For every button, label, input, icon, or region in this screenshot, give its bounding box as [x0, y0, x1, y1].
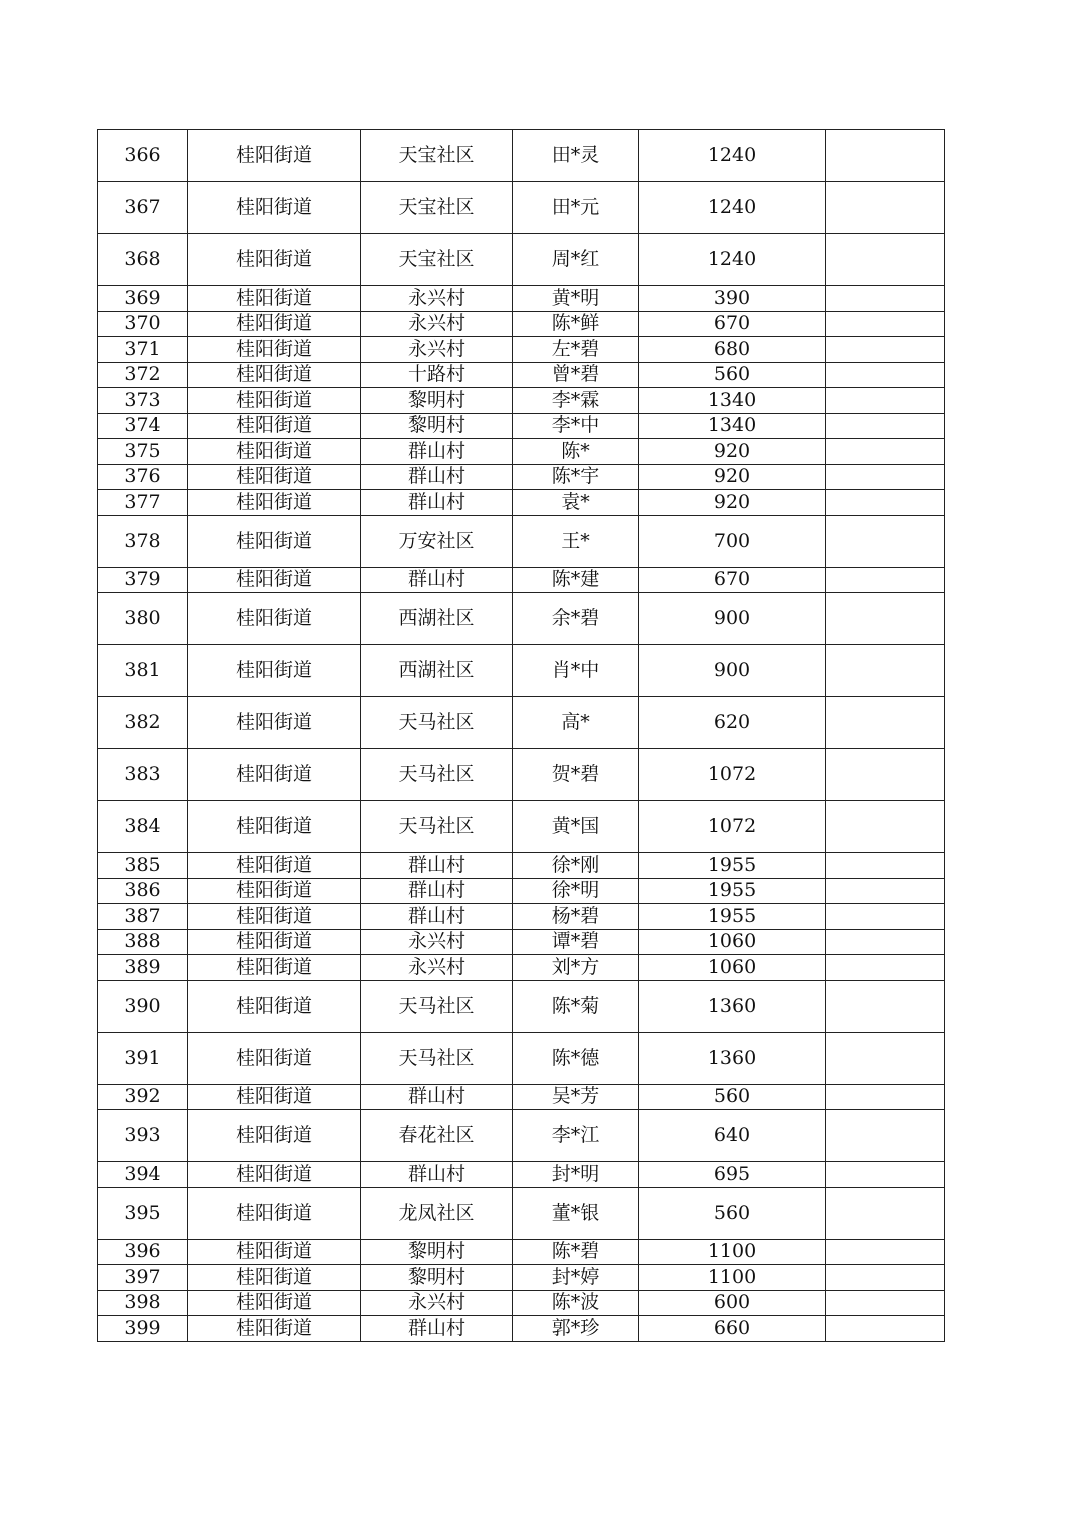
table-row: [98, 1032, 945, 1084]
cell-no: 369: [98, 286, 188, 312]
cell-amount: 1240: [639, 130, 826, 182]
cell-street: 桂阳街道: [188, 749, 361, 801]
cell-village: 群山村: [361, 878, 513, 904]
table-row: [98, 567, 945, 593]
cell-amount: 1100: [639, 1265, 826, 1291]
table-row: [98, 234, 945, 286]
cell-no: 373: [98, 388, 188, 414]
cell-note: [826, 1162, 945, 1188]
cell-note: [826, 801, 945, 853]
table-row: [98, 311, 945, 337]
cell-no: 398: [98, 1290, 188, 1316]
cell-name: 徐*刚: [513, 853, 639, 879]
cell-name: 陈*波: [513, 1290, 639, 1316]
cell-village: 群山村: [361, 464, 513, 490]
cell-street: 桂阳街道: [188, 464, 361, 490]
cell-name: 杨*碧: [513, 904, 639, 930]
cell-note: [826, 697, 945, 749]
cell-no: 386: [98, 878, 188, 904]
cell-street: 桂阳街道: [188, 413, 361, 439]
cell-no: 377: [98, 490, 188, 516]
cell-street: 桂阳街道: [188, 1110, 361, 1162]
cell-note: [826, 337, 945, 363]
cell-no: 390: [98, 980, 188, 1032]
cell-village: 群山村: [361, 1162, 513, 1188]
cell-name: 王*: [513, 515, 639, 567]
table-row: [98, 645, 945, 697]
table-row: [98, 593, 945, 645]
cell-street: 桂阳街道: [188, 362, 361, 388]
cell-note: [826, 439, 945, 465]
cell-amount: 920: [639, 464, 826, 490]
cell-note: [826, 490, 945, 516]
table-row: [98, 929, 945, 955]
cell-no: 379: [98, 567, 188, 593]
cell-village: 群山村: [361, 853, 513, 879]
cell-note: [826, 1239, 945, 1265]
table-row: [98, 801, 945, 853]
cell-street: 桂阳街道: [188, 593, 361, 645]
table-row: [98, 439, 945, 465]
table-row: [98, 697, 945, 749]
table-row: [98, 955, 945, 981]
cell-village: 春花社区: [361, 1110, 513, 1162]
cell-name: 陈*鲜: [513, 311, 639, 337]
table-row: [98, 980, 945, 1032]
cell-street: 桂阳街道: [188, 490, 361, 516]
table-body: [98, 130, 945, 1342]
cell-amount: 1060: [639, 955, 826, 981]
cell-name: 封*明: [513, 1162, 639, 1188]
cell-village: 群山村: [361, 904, 513, 930]
cell-no: 370: [98, 311, 188, 337]
cell-amount: 1955: [639, 904, 826, 930]
cell-name: 郭*珍: [513, 1316, 639, 1342]
table-row: [98, 182, 945, 234]
cell-amount: 680: [639, 337, 826, 363]
cell-name: 陈*德: [513, 1032, 639, 1084]
cell-village: 西湖社区: [361, 593, 513, 645]
table-row: [98, 286, 945, 312]
cell-note: [826, 286, 945, 312]
cell-name: 李*霖: [513, 388, 639, 414]
cell-village: 天马社区: [361, 697, 513, 749]
cell-amount: 560: [639, 1084, 826, 1110]
cell-street: 桂阳街道: [188, 234, 361, 286]
cell-note: [826, 955, 945, 981]
cell-street: 桂阳街道: [188, 853, 361, 879]
cell-name: 黄*国: [513, 801, 639, 853]
cell-amount: 390: [639, 286, 826, 312]
table-row: [98, 1084, 945, 1110]
cell-amount: 1072: [639, 749, 826, 801]
table-row: [98, 1265, 945, 1291]
cell-name: 黄*明: [513, 286, 639, 312]
cell-note: [826, 567, 945, 593]
cell-name: 陈*宇: [513, 464, 639, 490]
cell-name: 封*婷: [513, 1265, 639, 1291]
cell-village: 群山村: [361, 1084, 513, 1110]
cell-amount: 670: [639, 567, 826, 593]
cell-name: 李*江: [513, 1110, 639, 1162]
cell-street: 桂阳街道: [188, 929, 361, 955]
cell-note: [826, 1265, 945, 1291]
cell-no: 372: [98, 362, 188, 388]
cell-amount: 1360: [639, 980, 826, 1032]
cell-no: 368: [98, 234, 188, 286]
table-row: [98, 337, 945, 363]
cell-amount: 1100: [639, 1239, 826, 1265]
table-row: [98, 1290, 945, 1316]
cell-amount: 620: [639, 697, 826, 749]
cell-note: [826, 1316, 945, 1342]
cell-street: 桂阳街道: [188, 1265, 361, 1291]
cell-village: 天马社区: [361, 980, 513, 1032]
table-row: [98, 130, 945, 182]
table-row: [98, 1239, 945, 1265]
cell-village: 西湖社区: [361, 645, 513, 697]
cell-amount: 1360: [639, 1032, 826, 1084]
cell-amount: 700: [639, 515, 826, 567]
cell-amount: 1072: [639, 801, 826, 853]
cell-note: [826, 878, 945, 904]
cell-street: 桂阳街道: [188, 1084, 361, 1110]
cell-village: 天马社区: [361, 1032, 513, 1084]
cell-street: 桂阳街道: [188, 1032, 361, 1084]
cell-village: 永兴村: [361, 1290, 513, 1316]
cell-amount: 1955: [639, 853, 826, 879]
cell-street: 桂阳街道: [188, 567, 361, 593]
cell-village: 群山村: [361, 1316, 513, 1342]
cell-no: 371: [98, 337, 188, 363]
cell-note: [826, 1290, 945, 1316]
cell-no: 392: [98, 1084, 188, 1110]
cell-no: 391: [98, 1032, 188, 1084]
cell-street: 桂阳街道: [188, 515, 361, 567]
cell-street: 桂阳街道: [188, 878, 361, 904]
cell-street: 桂阳街道: [188, 130, 361, 182]
cell-no: 385: [98, 853, 188, 879]
cell-name: 陈*碧: [513, 1239, 639, 1265]
cell-name: 田*元: [513, 182, 639, 234]
table-row: [98, 388, 945, 414]
cell-street: 桂阳街道: [188, 801, 361, 853]
cell-name: 肖*中: [513, 645, 639, 697]
cell-no: 393: [98, 1110, 188, 1162]
cell-amount: 1240: [639, 182, 826, 234]
cell-name: 高*: [513, 697, 639, 749]
cell-street: 桂阳街道: [188, 311, 361, 337]
cell-village: 龙凤社区: [361, 1187, 513, 1239]
cell-note: [826, 1084, 945, 1110]
cell-name: 谭*碧: [513, 929, 639, 955]
cell-street: 桂阳街道: [188, 955, 361, 981]
table-row: [98, 413, 945, 439]
cell-name: 李*中: [513, 413, 639, 439]
cell-street: 桂阳街道: [188, 1316, 361, 1342]
cell-name: 田*灵: [513, 130, 639, 182]
cell-amount: 600: [639, 1290, 826, 1316]
cell-village: 黎明村: [361, 1265, 513, 1291]
cell-village: 黎明村: [361, 413, 513, 439]
cell-name: 曾*碧: [513, 362, 639, 388]
cell-no: 384: [98, 801, 188, 853]
cell-street: 桂阳街道: [188, 182, 361, 234]
cell-note: [826, 645, 945, 697]
table-row: [98, 362, 945, 388]
cell-amount: 920: [639, 439, 826, 465]
cell-village: 万安社区: [361, 515, 513, 567]
cell-amount: 660: [639, 1316, 826, 1342]
cell-no: 366: [98, 130, 188, 182]
cell-note: [826, 749, 945, 801]
cell-amount: 1340: [639, 388, 826, 414]
cell-street: 桂阳街道: [188, 1162, 361, 1188]
cell-street: 桂阳街道: [188, 645, 361, 697]
cell-note: [826, 388, 945, 414]
cell-name: 刘*方: [513, 955, 639, 981]
cell-no: 380: [98, 593, 188, 645]
cell-name: 周*红: [513, 234, 639, 286]
cell-village: 十路村: [361, 362, 513, 388]
cell-note: [826, 130, 945, 182]
cell-name: 徐*明: [513, 878, 639, 904]
cell-note: [826, 234, 945, 286]
cell-street: 桂阳街道: [188, 1187, 361, 1239]
cell-note: [826, 853, 945, 879]
cell-name: 余*碧: [513, 593, 639, 645]
cell-street: 桂阳街道: [188, 697, 361, 749]
cell-village: 群山村: [361, 490, 513, 516]
cell-street: 桂阳街道: [188, 439, 361, 465]
cell-no: 387: [98, 904, 188, 930]
cell-village: 永兴村: [361, 311, 513, 337]
cell-name: 陈*建: [513, 567, 639, 593]
table-row: [98, 464, 945, 490]
cell-no: 388: [98, 929, 188, 955]
cell-street: 桂阳街道: [188, 388, 361, 414]
cell-street: 桂阳街道: [188, 286, 361, 312]
table-row: [98, 1162, 945, 1188]
cell-no: 396: [98, 1239, 188, 1265]
cell-no: 389: [98, 955, 188, 981]
cell-note: [826, 1110, 945, 1162]
cell-no: 395: [98, 1187, 188, 1239]
cell-no: 367: [98, 182, 188, 234]
cell-amount: 900: [639, 645, 826, 697]
cell-village: 永兴村: [361, 286, 513, 312]
cell-name: 陈*: [513, 439, 639, 465]
cell-village: 天宝社区: [361, 234, 513, 286]
table-row: [98, 878, 945, 904]
cell-no: 378: [98, 515, 188, 567]
cell-note: [826, 1032, 945, 1084]
cell-street: 桂阳街道: [188, 337, 361, 363]
cell-no: 381: [98, 645, 188, 697]
table-row: [98, 1187, 945, 1239]
cell-village: 群山村: [361, 439, 513, 465]
cell-village: 永兴村: [361, 929, 513, 955]
cell-no: 375: [98, 439, 188, 465]
cell-amount: 1060: [639, 929, 826, 955]
cell-village: 群山村: [361, 567, 513, 593]
cell-no: 376: [98, 464, 188, 490]
cell-no: 397: [98, 1265, 188, 1291]
table-row: [98, 515, 945, 567]
cell-street: 桂阳街道: [188, 980, 361, 1032]
cell-village: 天宝社区: [361, 130, 513, 182]
cell-note: [826, 515, 945, 567]
cell-note: [826, 980, 945, 1032]
cell-note: [826, 904, 945, 930]
table-row: [98, 904, 945, 930]
table-row: [98, 1316, 945, 1342]
cell-name: 袁*: [513, 490, 639, 516]
cell-amount: 900: [639, 593, 826, 645]
cell-amount: 920: [639, 490, 826, 516]
cell-no: 383: [98, 749, 188, 801]
cell-street: 桂阳街道: [188, 1239, 361, 1265]
cell-name: 贺*碧: [513, 749, 639, 801]
table-row: [98, 1110, 945, 1162]
cell-name: 董*银: [513, 1187, 639, 1239]
cell-village: 天马社区: [361, 801, 513, 853]
table-row: [98, 490, 945, 516]
table-row: [98, 853, 945, 879]
cell-no: 374: [98, 413, 188, 439]
table-row: [98, 749, 945, 801]
cell-village: 永兴村: [361, 337, 513, 363]
cell-amount: 1340: [639, 413, 826, 439]
cell-name: 左*碧: [513, 337, 639, 363]
cell-note: [826, 1187, 945, 1239]
cell-village: 黎明村: [361, 1239, 513, 1265]
cell-note: [826, 464, 945, 490]
cell-note: [826, 413, 945, 439]
cell-amount: 670: [639, 311, 826, 337]
cell-street: 桂阳街道: [188, 1290, 361, 1316]
cell-name: 陈*菊: [513, 980, 639, 1032]
cell-no: 399: [98, 1316, 188, 1342]
cell-street: 桂阳街道: [188, 904, 361, 930]
cell-village: 天宝社区: [361, 182, 513, 234]
cell-note: [826, 593, 945, 645]
cell-no: 382: [98, 697, 188, 749]
data-table: [97, 129, 945, 1342]
cell-amount: 640: [639, 1110, 826, 1162]
cell-village: 黎明村: [361, 388, 513, 414]
cell-no: 394: [98, 1162, 188, 1188]
cell-note: [826, 362, 945, 388]
cell-amount: 695: [639, 1162, 826, 1188]
cell-amount: 560: [639, 362, 826, 388]
cell-amount: 1240: [639, 234, 826, 286]
cell-amount: 560: [639, 1187, 826, 1239]
cell-name: 吴*芳: [513, 1084, 639, 1110]
cell-note: [826, 929, 945, 955]
cell-amount: 1955: [639, 878, 826, 904]
cell-note: [826, 311, 945, 337]
cell-village: 天马社区: [361, 749, 513, 801]
cell-note: [826, 182, 945, 234]
cell-village: 永兴村: [361, 955, 513, 981]
